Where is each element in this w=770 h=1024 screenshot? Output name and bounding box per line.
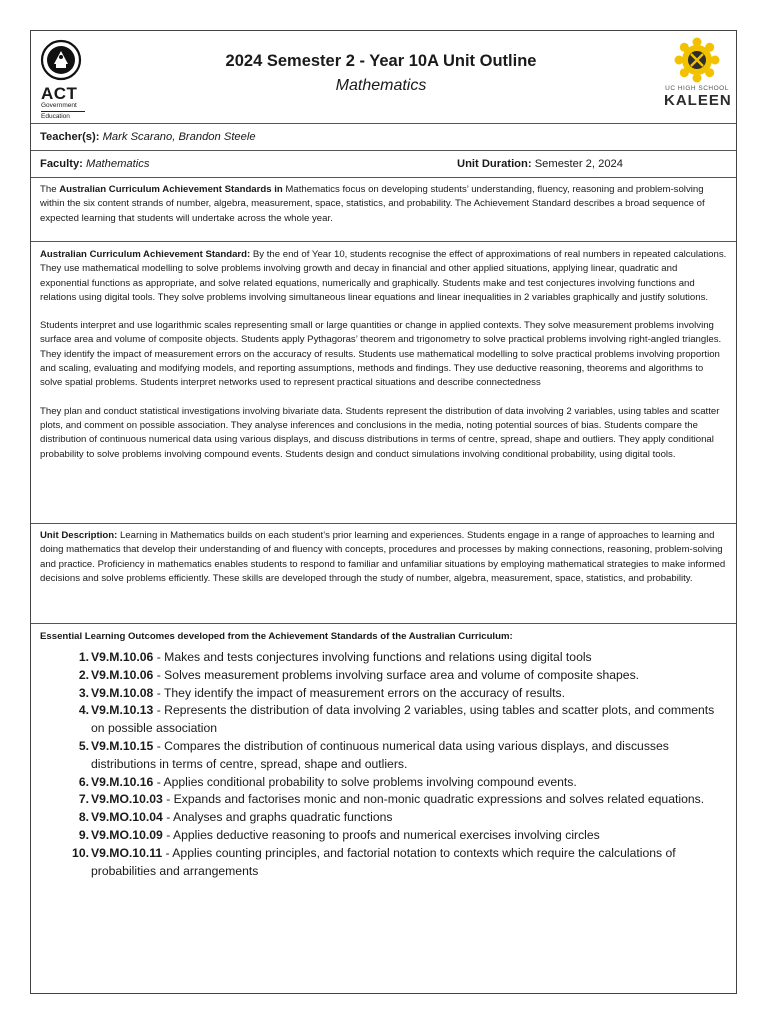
outcome-code: V9.MO.10.09 bbox=[91, 827, 163, 842]
divider bbox=[31, 623, 736, 624]
outcome-text: - Makes and tests conjectures involving functions and relations using digital tools bbox=[153, 650, 592, 664]
outcomes-list bbox=[45, 649, 725, 880]
unit-outline-page bbox=[30, 30, 737, 994]
outcome-item bbox=[45, 738, 725, 774]
outcomes-heading: Essential Learning Outcomes developed from the Achievement Standards of the Australian Curriculum: bbox=[40, 631, 513, 642]
duration-value: Semester 2, 2024 bbox=[534, 158, 623, 170]
divider bbox=[31, 150, 736, 151]
faculty-row bbox=[40, 157, 149, 171]
outcome-text: - Solves measurement problems involving surface area and volume of composite shapes. bbox=[153, 667, 640, 682]
faculty-value: Mathematics bbox=[86, 158, 150, 170]
kaleen-school-logo bbox=[664, 37, 730, 119]
outcome-number: 5. bbox=[78, 738, 89, 753]
outcome-number: 3. bbox=[78, 685, 89, 700]
act-government-logo bbox=[37, 39, 85, 119]
intro-text: Mathematics focus on developing students’ understanding, fluency, reasoning and problem-solving within the six content strands of number, algebra, measurement, space, statistics, and probability. The Achievement Standard describes a broad sequence of expected learning that students will undertake across the whole year. bbox=[40, 184, 705, 224]
act-logo-name: ACT bbox=[41, 84, 78, 103]
outcome-text: - Compares the distribution of continuous numerical data using various displays, and discusses distributions in terms of centre, spread, shape and outliers. bbox=[91, 738, 669, 771]
divider bbox=[31, 123, 736, 124]
standard-paragraph-2: Students interpret and use logarithmic scales representing small or large quantities or change in applied contexts. They solve measurement problems involving surface area and volume of composite objects. Students apply Pythagoras’ theorem and trigonometry to solve practical problems involving right-angled triangles. They identify the impact of measurement errors on the accuracy of results. Students use mathematical modelling to solve practical problems involving proportion and scaling, evaluating and modifying models, and reporting assumptions, methods and findings. They use deductive reasoning, theorems and algorithms to solve spatial problems. Students interpret networks used to represent practical situations and describe connectedness bbox=[40, 320, 722, 389]
faculty-label: Faculty: bbox=[40, 158, 83, 170]
intro-paragraph bbox=[40, 183, 728, 226]
standard-paragraph-1: By the end of Year 10, students recognise the effect of approximations of real numbers in repeated calculations. They use mathematical modelling to solve problems involving growth and decay in financial and other applied situations, applying linear, quadratic and exponential functions as appropriate, and solve related equations, numerically and graphically. Students make and test conjectures involving functions and relations using digital tools. They solve problems involving simultaneous linear equations and linear inequalities in 2 variables graphically and justify solutions. bbox=[40, 249, 727, 303]
standard-label: Australian Curriculum Achievement Standard: bbox=[40, 249, 251, 260]
outcome-item bbox=[45, 774, 725, 792]
document-header bbox=[31, 31, 736, 121]
outcome-number: 6. bbox=[78, 774, 89, 789]
outcome-code: V9.MO.10.04 bbox=[91, 810, 163, 825]
outcome-text: - Applies counting principles, and factorial notation to contexts which require the calculations of probabilities and arrangements bbox=[91, 845, 676, 878]
outcome-code: V9.M.10.06 bbox=[91, 650, 154, 664]
standard-paragraph-3: They plan and conduct statistical investigations involving bivariate data. Students represent the distribution of data involving 2 variables, using tables and scatter plots, and comment on possible association. They analyse inferences and conclusions in the media, noting potential sources of bias. Students compare the distribution of continuous numerical data using various displays, and discuss distributions in terms of centre, spread, shape and outliers. They apply conditional probability to solve problems involving compound events. Students design and conduct simulations involving conditional probability, using digital tools. bbox=[40, 405, 720, 460]
page-title: 2024 Semester 2 - Year 10A Unit Outline bbox=[225, 52, 537, 70]
intro-pre: The bbox=[40, 184, 60, 195]
kaleen-cog-icon bbox=[674, 37, 720, 83]
outcome-number: 2. bbox=[78, 667, 89, 682]
page-subtitle: Mathematics bbox=[335, 77, 427, 94]
outcome-code: V9.MO.10.11 bbox=[91, 845, 163, 860]
unit-description bbox=[40, 529, 728, 586]
outcome-code: V9.M.10.06 bbox=[91, 667, 154, 682]
outcome-code: V9.M.10.13 bbox=[91, 703, 154, 718]
outcome-item bbox=[45, 649, 725, 667]
outcome-number: 9. bbox=[78, 827, 89, 842]
outcome-item bbox=[45, 685, 725, 703]
kaleen-name: KALEEN bbox=[664, 92, 732, 109]
outcome-code: V9.M.10.16 bbox=[91, 774, 154, 789]
act-crest-icon bbox=[40, 39, 82, 81]
outcome-code: V9.M.10.15 bbox=[91, 738, 154, 753]
outcome-item bbox=[45, 809, 725, 827]
achievement-standard bbox=[40, 248, 728, 462]
outcome-text: - They identify the impact of measurement errors on the accuracy of results. bbox=[153, 685, 565, 700]
outcome-code: V9.M.10.08 bbox=[91, 685, 154, 700]
outcome-item bbox=[45, 791, 725, 809]
teachers-value: Mark Scarano, Brandon Steele bbox=[102, 131, 256, 143]
unit-description-label: Unit Description: bbox=[40, 530, 118, 541]
outcome-item bbox=[45, 702, 725, 738]
outcome-code: V9.MO.10.03 bbox=[91, 792, 163, 807]
outcome-item bbox=[45, 845, 725, 881]
outcome-number: 7. bbox=[78, 792, 89, 807]
outcome-text: - Analyses and graphs quadratic functions bbox=[162, 810, 393, 825]
divider bbox=[31, 177, 736, 178]
outcome-text: - Applies conditional probability to solve problems involving compound events. bbox=[153, 774, 577, 789]
teachers-row bbox=[40, 130, 256, 144]
unit-description-text: Learning in Mathematics builds on each student’s prior learning and experiences. Students engage in a range of approaches to learning and doing mathematics that develop their understanding of and fluency with concepts, procedures and processes by making connections, reasoning, problem-solving and practice. Proficiency in mathematics enables students to respond to familiar and unfamiliar situations by employing mathematical strategies to make informed decisions and solve problems efficiently. These skills are developed through the study of number, algebra, measurement, space, statistics, and probability. bbox=[40, 530, 726, 584]
divider bbox=[31, 523, 736, 524]
outcome-number: 4. bbox=[78, 703, 89, 718]
outcome-item bbox=[45, 827, 725, 845]
divider bbox=[31, 241, 736, 242]
outcome-item bbox=[45, 667, 725, 685]
duration-label: Unit Duration: bbox=[457, 158, 532, 170]
intro-bold: Australian Curriculum Achievement Standards in bbox=[59, 184, 283, 195]
outcome-text: - Applies deductive reasoning to proofs and numerical exercises involving circles bbox=[162, 827, 600, 842]
outcome-number: 10. bbox=[72, 845, 89, 860]
outcome-number: 1. bbox=[78, 650, 89, 664]
teachers-label: Teacher(s): bbox=[40, 131, 100, 143]
kaleen-tagline: UC HIGH SCHOOL bbox=[665, 85, 729, 92]
act-logo-education: Education bbox=[41, 113, 70, 120]
duration-row bbox=[457, 157, 623, 171]
act-logo-government: Government bbox=[41, 102, 85, 112]
outcome-text: - Represents the distribution of data involving 2 variables, using tables and scatter plots, and comments on possible association bbox=[91, 703, 715, 736]
title-block bbox=[151, 51, 611, 97]
outcome-text: - Expands and factorises monic and non-monic quadratic expressions and solves related equations. bbox=[162, 792, 705, 807]
outcome-number: 8. bbox=[78, 810, 89, 825]
